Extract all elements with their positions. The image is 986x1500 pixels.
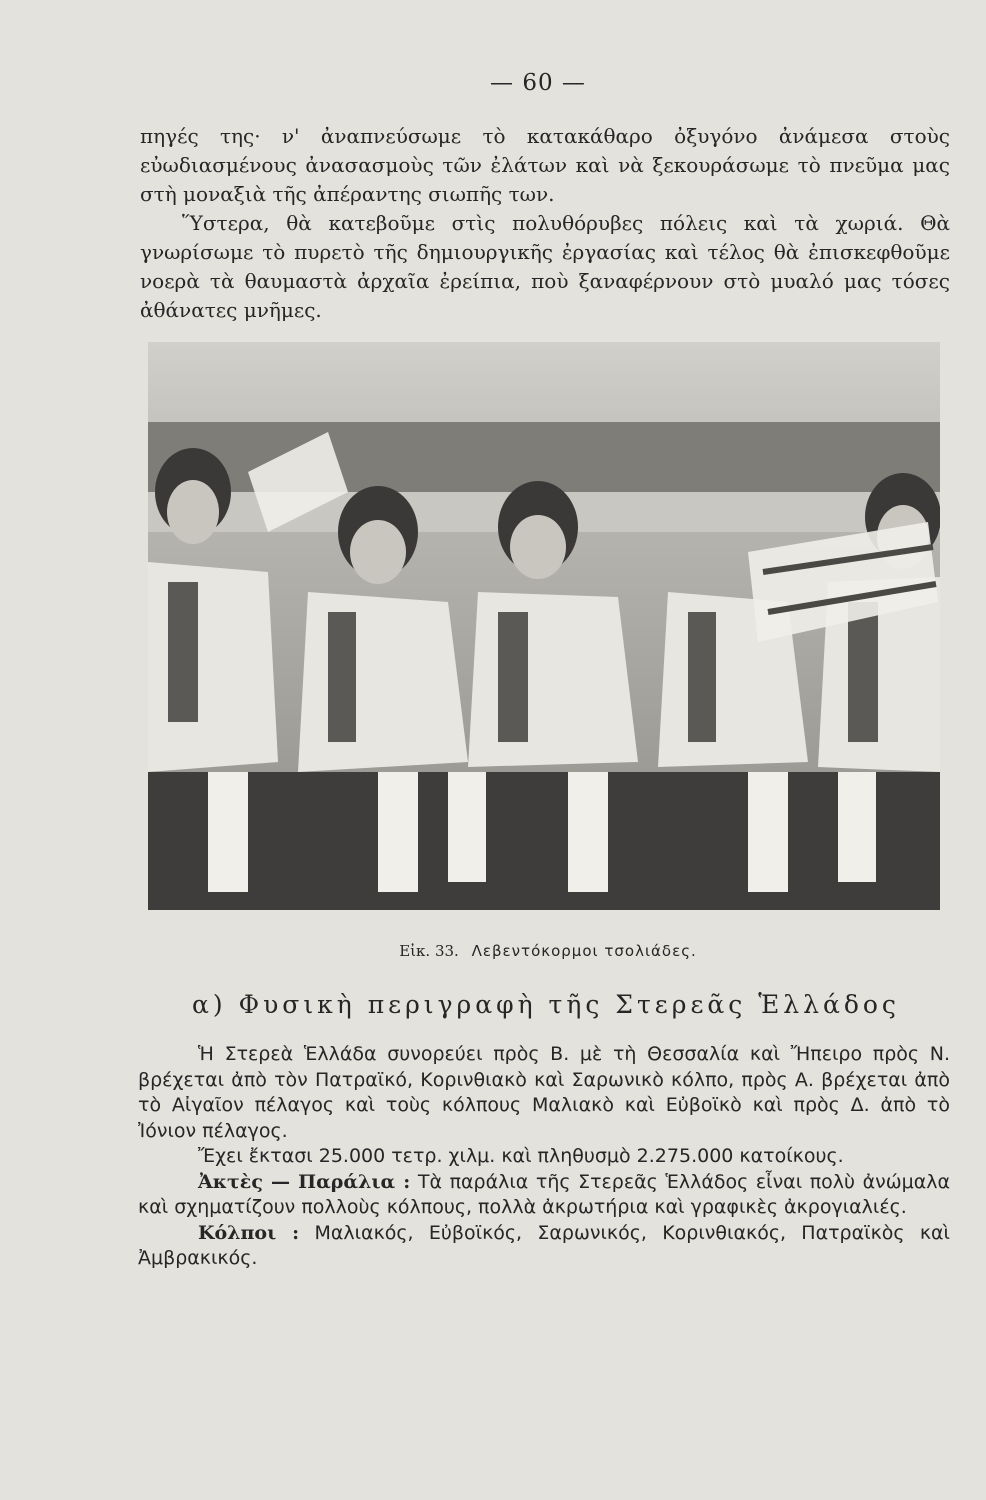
intro-paragraph-2: Ὕστερα, θὰ κατεβοῦμε στὶς πολυθόρυβες πόλεις καὶ τὰ χωριά. Θὰ γνωρίσωμε τὸ πυρετὸ τῆς δημιουργικῆς ἐργασίας καὶ τέλος θὰ ἐπισκεφθοῦμε νοερὰ τὰ θαυμαστὰ ἀρχαῖα ἐρείπια, ποὺ ξαναφέρνουν στὸ μυαλό μας τόσες ἀθάνατες μνῆμες. bbox=[140, 211, 950, 322]
coasts-text: Τὰ παράλια τῆς Στερεᾶς Ἑλλάδος εἶναι πολὺ ἀνώμαλα καὶ σχηματίζουν πολλοὺς κόλπους, πολλὰ ἀκρωτήρια καὶ γραφικὲς ἀκρογιαλιές. bbox=[138, 1170, 950, 1218]
figure-label: Εἰκ. 33. bbox=[399, 942, 459, 960]
photograph-image bbox=[148, 342, 940, 910]
page-number: — 60 — bbox=[490, 70, 586, 96]
body-paragraph-gulfs bbox=[138, 1221, 950, 1272]
figure-caption bbox=[0, 942, 986, 960]
intro-paragraph-1: πηγές της· ν' ἀναπνεύσωμε τὸ κατακάθαρο ὀξυγόνο ἀνάμεσα στοὺς εὐωδιασμένους ἀνασασμοὺς τῶν ἐλάτων καὶ νὰ ξεκουράσωμε τὸ πνεῦμα μας στὴ μοναξιὰ τῆς ἀπέραντης σιωπῆς των. bbox=[140, 124, 950, 206]
gulfs-label: Κόλποι : bbox=[198, 1221, 300, 1244]
gulfs-text: Μαλιακός, Εὐβοϊκός, Σαρωνικός, Κορινθιακός, Πατραϊκὸς καὶ Ἀμβρακικός. bbox=[138, 1221, 950, 1269]
section-heading: α) Φυσικὴ περιγραφὴ τῆς Στερεᾶς Ἑλλάδος bbox=[192, 990, 900, 1019]
body-paragraph-borders: Ἡ Στερεὰ Ἑλλάδα συνορεύει πρὸς Β. μὲ τὴ Θεσσαλία καὶ Ἤπειρο πρὸς Ν. βρέχεται ἀπὸ τὸν Πατραϊκό, Κορινθιακὸ καὶ Σαρωνικὸ κόλπο, πρὸς Α. βρέχεται ἀπὸ τὸ Αἰγαῖον πέλαγος καὶ τοὺς κόλπους Μαλιακὸ καὶ Εὐβοϊκὸ καὶ πρὸς Δ. ἀπὸ τὸ Ἰόνιον πέλαγος. bbox=[138, 1043, 950, 1142]
body-paragraph-coasts bbox=[138, 1170, 950, 1221]
body-paragraph-area: Ἔχει ἔκτασι 25.000 τετρ. χιλμ. καὶ πληθυσμὸ 2.275.000 κατοίκους. bbox=[198, 1145, 844, 1167]
coasts-label: Ἀκτὲς — Παράλια : bbox=[198, 1170, 411, 1193]
figure-caption-text: Λεβεντόκορμοι τσολιάδες. bbox=[471, 942, 697, 960]
intro-text bbox=[140, 122, 950, 325]
body-text bbox=[138, 1042, 950, 1272]
photograph-evzones bbox=[148, 342, 940, 910]
